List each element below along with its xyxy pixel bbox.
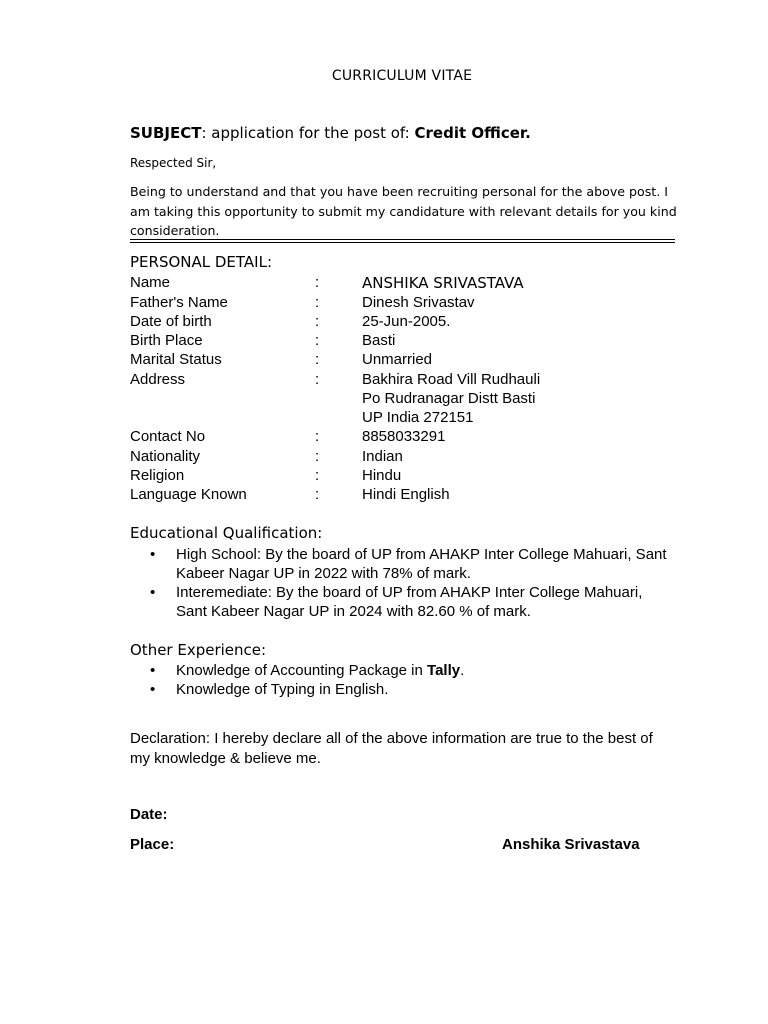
- detail-label: Father's Name: [130, 294, 228, 311]
- detail-value: Dinesh Srivastav: [362, 294, 475, 311]
- detail-separator: :: [315, 486, 320, 503]
- divider-line: [130, 239, 675, 240]
- detail-row-dob: [130, 313, 690, 332]
- signature-name: Anshika Srivastava: [502, 836, 640, 853]
- place-label: Place:: [130, 836, 175, 853]
- detail-row-marital: [130, 351, 690, 370]
- detail-label: Nationality: [130, 448, 201, 465]
- document-title: CURRICULUM VITAE: [331, 68, 473, 84]
- experience-item-text: Knowledge of Typing in English.: [176, 681, 389, 698]
- declaration: Declaration: I hereby declare all of the above information are true to the best of my knowledge & believe me.: [130, 730, 653, 767]
- detail-label: Language Known: [130, 486, 247, 503]
- experience-item-suffix: .: [460, 662, 465, 679]
- detail-separator: :: [315, 467, 320, 484]
- education-item-text: High School: By the board of UP from AHAKP Inter College Mahuari, Sant Kabeer Nagar UP in 2022 with 78% of mark.: [176, 546, 667, 582]
- detail-separator: :: [315, 332, 320, 349]
- bullet-icon: •: [150, 662, 156, 679]
- detail-row-father: [130, 294, 690, 313]
- detail-separator: :: [315, 371, 320, 388]
- experience-item-text: [176, 661, 676, 680]
- detail-value: Hindu: [362, 467, 402, 484]
- detail-separator: :: [315, 351, 320, 368]
- detail-separator: :: [315, 448, 320, 465]
- detail-label: Religion: [130, 467, 185, 484]
- detail-separator: :: [315, 294, 320, 311]
- detail-row-name: [130, 274, 690, 293]
- detail-value: 25-Jun-2005.: [362, 313, 451, 330]
- detail-label: Birth Place: [130, 332, 203, 349]
- detail-value: Indian: [362, 448, 403, 465]
- detail-value: ANSHIKA SRIVASTAVA: [362, 274, 524, 292]
- intro-paragraph: Being to understand and that you have been recruiting personal for the above post. I am taking this opportunity to submit my candidature with relevant details for you kind consideration.: [130, 184, 677, 238]
- detail-label: Address: [130, 371, 186, 388]
- detail-value: Hindi English: [362, 486, 450, 503]
- bullet-icon: •: [150, 584, 156, 601]
- detail-label: Contact No: [130, 428, 206, 445]
- bullet-icon: •: [150, 681, 156, 698]
- education-heading: Educational Qualification:: [130, 524, 323, 542]
- experience-item-bold: Tally: [427, 662, 461, 679]
- detail-value: 8858033291: [362, 428, 446, 445]
- address-line: Po Rudranagar Distt Basti: [362, 390, 536, 407]
- detail-value: Bakhira Road Vill Rudhauli: [362, 371, 541, 388]
- subject-label: SUBJECT: [130, 124, 202, 142]
- experience-heading: Other Experience:: [130, 641, 267, 659]
- education-item-text: Interemediate: By the board of UP from AHAKP Inter College Mahuari, Sant Kabeer Nagar UP in 2024 with 82.60 % of mark.: [176, 584, 643, 620]
- detail-value: Basti: [362, 332, 396, 349]
- detail-value: Unmarried: [362, 351, 433, 368]
- detail-row-contact: [130, 428, 690, 447]
- experience-item-prefix: Knowledge of Accounting Package in: [176, 662, 428, 679]
- detail-label: Name: [130, 274, 171, 291]
- address-line: UP India 272151: [362, 409, 474, 426]
- personal-detail-heading: PERSONAL DETAIL:: [130, 253, 273, 271]
- date-label: Date:: [130, 806, 168, 823]
- bullet-icon: •: [150, 546, 156, 563]
- detail-separator: :: [315, 428, 320, 445]
- detail-row-language: [130, 486, 690, 505]
- detail-label: Marital Status: [130, 351, 222, 368]
- subject-text: : application for the post of:: [201, 124, 415, 142]
- detail-row-religion: [130, 467, 690, 486]
- subject-line: [130, 124, 531, 142]
- detail-row-nationality: [130, 448, 690, 467]
- detail-label: Date of birth: [130, 313, 212, 330]
- detail-row-birth-place: [130, 332, 690, 351]
- detail-separator: :: [315, 274, 320, 291]
- greeting: Respected Sir,: [130, 156, 217, 170]
- detail-row-address: [130, 371, 690, 390]
- divider-line: [130, 242, 675, 243]
- detail-separator: :: [315, 313, 320, 330]
- subject-position: Credit Officer.: [414, 124, 531, 142]
